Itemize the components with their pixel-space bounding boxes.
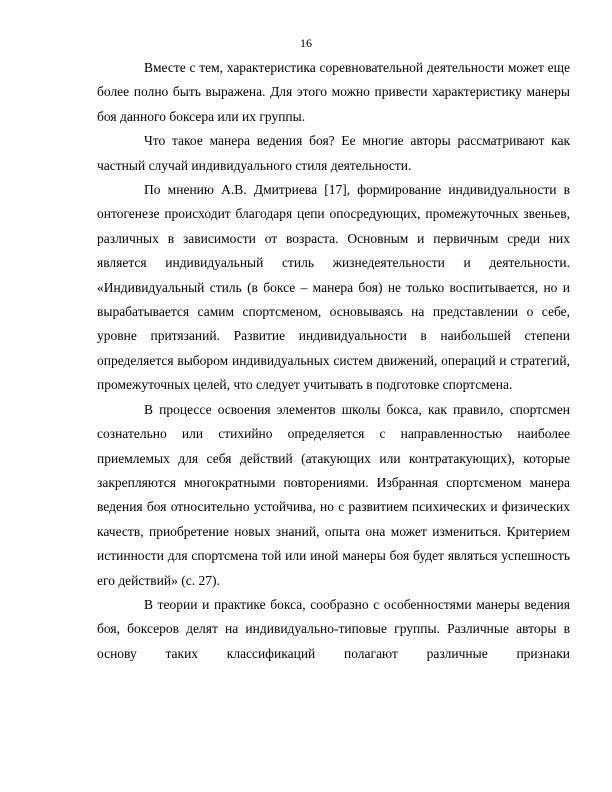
paragraph-2: Что такое манера ведения боя? Ее многие авторы рассматривают как частный случай индивидуального стиля деятельности.: [97, 133, 570, 173]
paragraph-5: В теории и практике бокса, сообразно с особенностями манеры ведения боя, боксеров делят на индивидуально-типовые группы. Различные авторы в основу таких классификаций полагают различные признаки: [97, 596, 570, 661]
paragraph-1: Вместе с тем, характеристика соревновательной деятельности может еще более полно быть выражена. Для этого можно привести характеристику манеры боя данного боксера или их группы.: [97, 60, 570, 124]
paragraph-4: В процессе освоения элементов школы бокса, как правило, спортсмен сознательно или стихийно определяется с направленностью наиболее приемлемых для себя действий (атакующих или контратакующих), которые закрепляются многократными повторениями. Избранная спортсменом манера ведения боя относительно устойчива, но с развитием психических и физических качеств, приобретение новых знаний, опыта она может измениться. Критерием истинности для спортсмена той или иной манеры боя будет являться успешность его действий» (с. 27).: [97, 401, 570, 588]
page-number: 16: [300, 36, 312, 50]
body-text: [97, 56, 570, 666]
paragraph-3: По мнению А.В. Дмитриева [17], формирование индивидуальности в онтогенезе происходит благодаря цепи опосредующих, промежуточных звеньев, различных в зависимости от возраста. Основным и первичным среди них является индивидуальный стиль жизнедеятельности и деятельности. «Индивидуальный стиль (в боксе – манера боя) не только воспитывается, но и вырабатывается самим спортсменом, основываясь на представлении о себе, уровне притязаний. Развитие индивидуальности в наибольшей степени определяется выбором индивидуальных систем движений, операций и стратегий, промежуточных целей, что следует учитывать в подготовке спортсмена.: [97, 182, 570, 393]
